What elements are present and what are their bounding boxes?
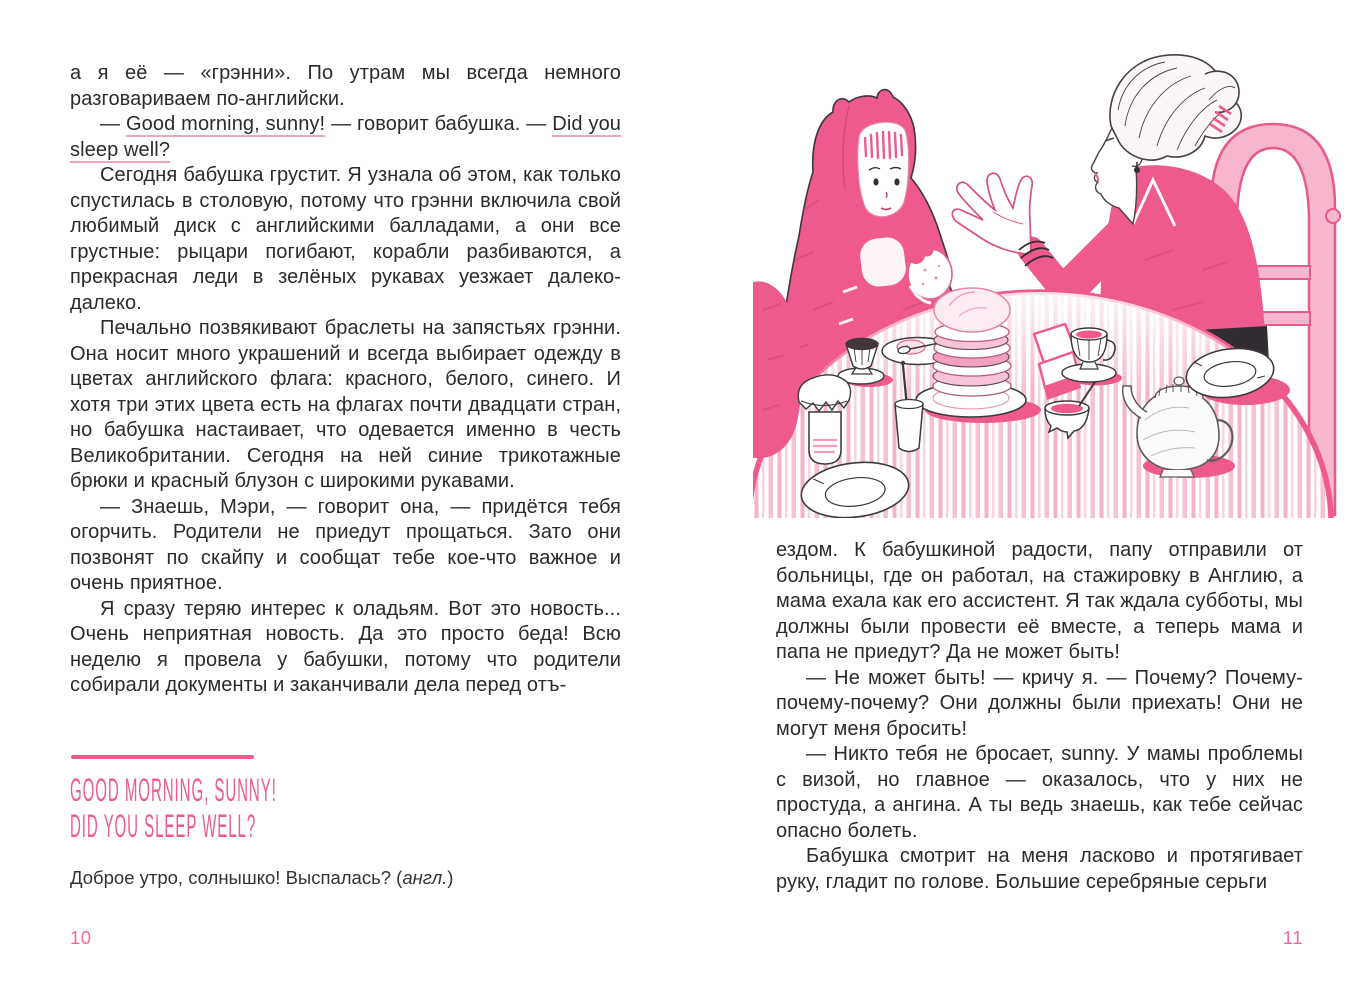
text-segment: Сегодня бабушка грустит. Я узнала об этом, как только спустилась в столовую, потому что грэнни включила свой любимый диск с английскими балладами, а они все грустные: рыцари погибают, корабли разбиваются, а прекрасная леди в зелёных рукавах уезжает далеко-далеко.	[70, 164, 621, 314]
page-number-left: 10	[70, 927, 92, 948]
text-segment: Печально позвякивают браслеты на запястьях грэнни. Она носит много украшений и всегда выбирает одежду в цветах английского флага: красного, белого, синего. И хотя три этих цвета есть на флагах почти двадцати стран, но бабушка настаивает, что одевается именно в честь Великобритании. Сегодня на ней синие трикотажные брюки и красный блузон с широкими рукавами.	[70, 317, 621, 492]
chapter-heading-line-2: DID YOU SLEEP WELL?	[70, 808, 257, 844]
text-segment: англ.	[402, 867, 448, 888]
text-segment: а я её — «грэнни». По утрам мы всегда немного разговариваем по-английски.	[70, 62, 621, 110]
text-segment: —	[100, 113, 126, 135]
chapter-heading	[70, 772, 277, 844]
left-page-text	[70, 61, 621, 699]
right-page-text	[776, 538, 1303, 895]
illustration-svg	[753, 10, 1345, 518]
section-rule	[71, 755, 254, 759]
page-number-right: 11	[1282, 927, 1303, 948]
text-segment: Я сразу теряю интерес к оладьям. Вот это новость... Очень неприятная новость. Да это просто беда! Всю неделю я провела у бабушки, потому что родители собирали документы и заканчивали дела перед отъ-	[70, 597, 621, 696]
paragraph	[776, 742, 1303, 844]
english-phrase: Good morning, sunny!	[125, 113, 326, 135]
chapter-heading-line-1: GOOD MORNING, SUNNY!	[70, 772, 277, 808]
open-hand	[952, 173, 1032, 254]
text-segment: Бабушка смотрит на меня ласково и протягивает руку, гладит по голове. Большие серебряные серьги	[776, 845, 1303, 893]
paragraph	[70, 61, 621, 112]
paragraph	[776, 538, 1303, 666]
text-segment: — Не может быть! — кричу я. — Почему? Почему-почему-почему? Они должны были приехать! Они не могут меня бросить!	[776, 666, 1303, 740]
text-segment: — Знаешь, Мэри, — говорит она, — придётся тебя огорчить. Родители не приедут прощаться. Зато они позвонят по скайпу и сообщат тебе кое-что важное и очень приятное.	[70, 495, 621, 594]
text-segment: )	[447, 867, 454, 888]
illustration-breakfast-scene	[753, 10, 1345, 518]
footnote	[70, 867, 490, 889]
text-segment: Доброе утро, солнышко! Выспалась? (	[70, 867, 403, 888]
paragraph	[70, 163, 621, 316]
paragraph	[70, 597, 621, 699]
text-segment: — говорит бабушка. —	[325, 113, 553, 135]
paragraph	[70, 112, 621, 163]
english-phrase: Did you sleep well?	[70, 113, 622, 161]
paragraph	[70, 867, 490, 889]
text-segment: ездом. К бабушкиной радости, папу отправили от больницы, где он работал, на стажировку в Англию, а мама ехала как его ассистент. Я так ждала субботы, мы должны были провести её вместе, а теперь мама и папа не приедут? Да не может быть!	[776, 539, 1303, 663]
paragraph	[70, 495, 621, 597]
paragraph	[776, 844, 1303, 895]
text-segment: — Никто тебя не бросает, sunny. У мамы проблемы с визой, но главное — оказалось, что у них не простуда, а ангина. А ты ведь знаешь, как тебе сейчас опасно болеть.	[776, 743, 1303, 842]
paragraph	[70, 316, 621, 495]
paragraph	[776, 666, 1303, 743]
